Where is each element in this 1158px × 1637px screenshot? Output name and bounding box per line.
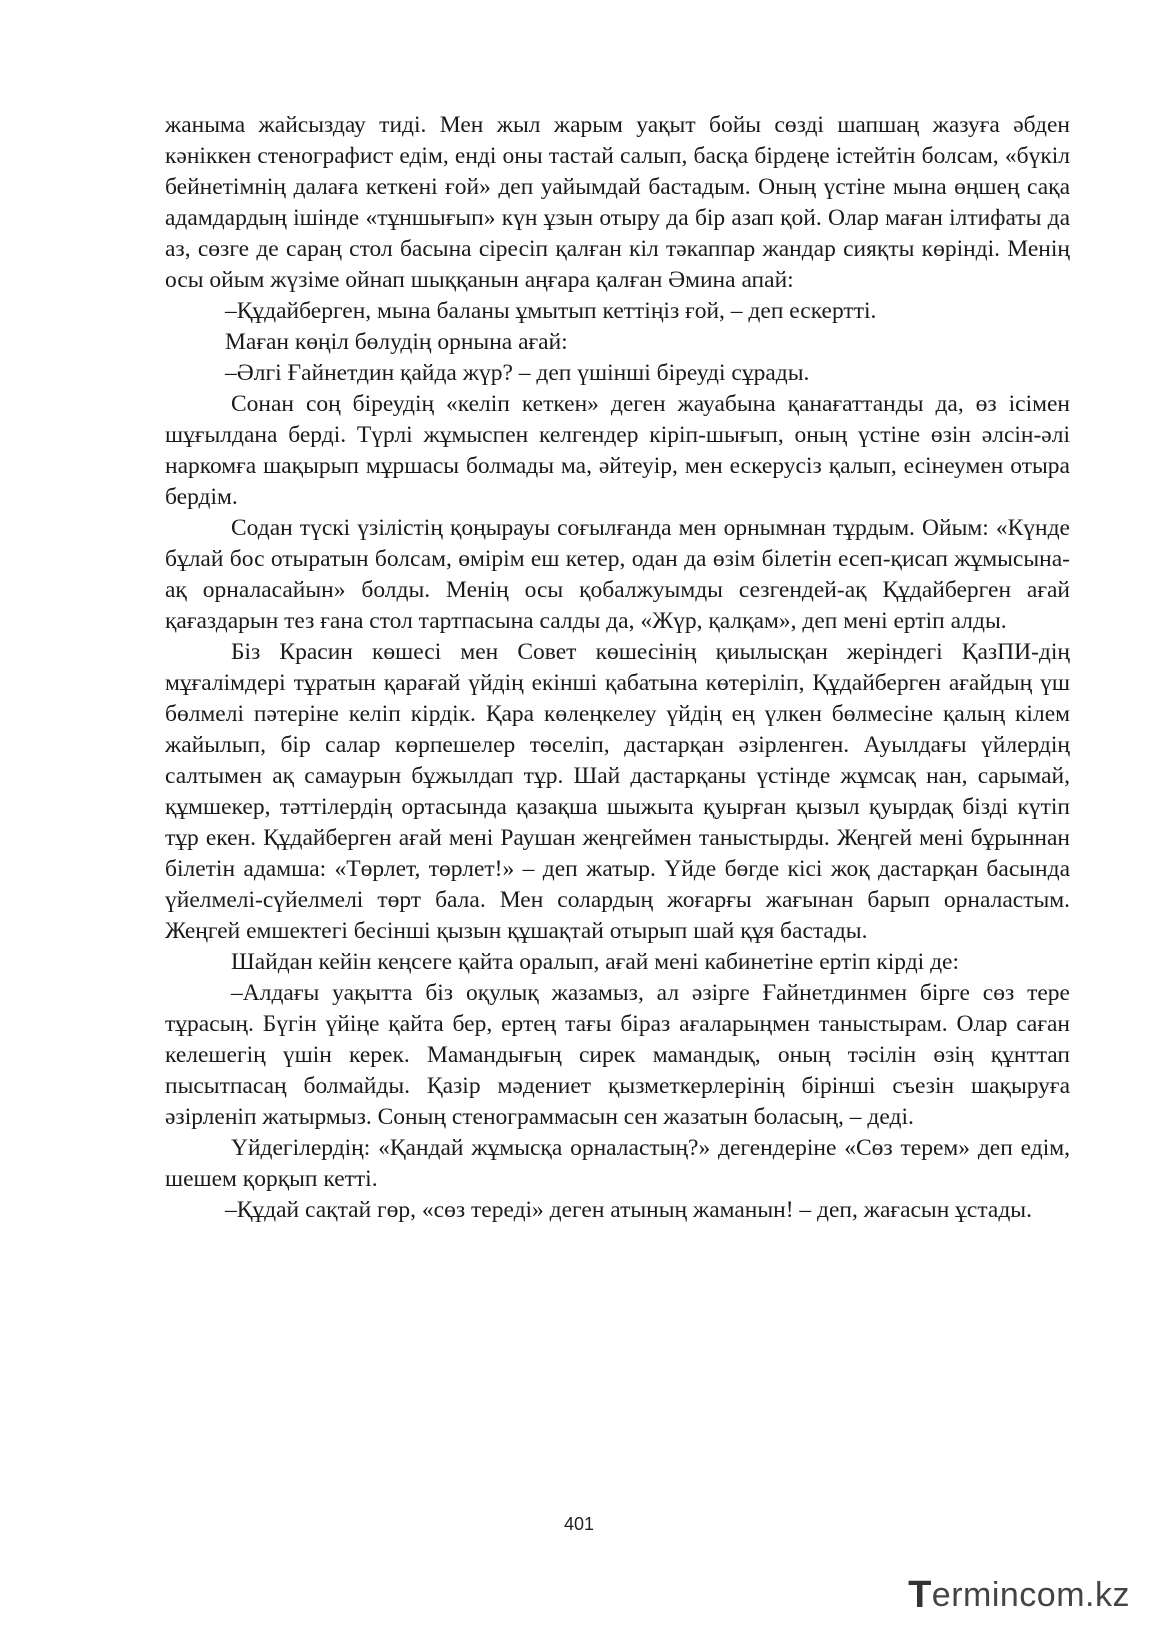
paragraph: Сонан соң біреудің «келіп кеткен» деген жауабына қанағаттанды да, өз ісімен шұғылдана берді. Түрлі жұмыспен келгендер кіріп-шығып, оның үстіне өзін әлсін-әлі наркомға шақырып мұршасы болмады ма, әйтеуір, мен ескерусіз қалып, есінеумен отыра бердім. (165, 391, 1070, 510)
paragraph: Шайдан кейін кеңсеге қайта оралып, ағай мені кабинетіне ертіп кірді де: (231, 949, 959, 975)
watermark-logo (908, 1573, 1130, 1617)
paragraph: –Алдағы уақытта біз оқулық жазамыз, ал әзірге Ғайнетдинмен бірге сөз тере тұрасың. Бүгін үйіңе қайта бер, ертең тағы біраз ағаларыңмен таныстырам. Олар саған келешегің үшін керек. Мамандығың сирек мамандық, оның тәсілін өзің құнттап пысытпасаң болмайды. Қазір мәдениет қызметкерлерінің бірінші съезін шақыруға әзірленіп жатырмыз. Соның стенограммасын сен жазатын боласың, – деді. (165, 980, 1070, 1130)
watermark-prefix: T (908, 1573, 932, 1616)
paragraph: Содан түскі үзілістің қоңырауы соғылғанда мен орнымнан тұрдым. Ойым: «Күнде бұлай бос отыратын болсам, өмірім еш кетер, одан да өзім білетін есеп-қисап жұмысына-ақ орналасайын» болды. Менің осы қобалжуымды сезгендей-ақ Құдайберген ағай қағаздарын тез ғана стол тартпасына салды да, «Жүр, қалқам», деп мені ертіп алды. (165, 515, 1070, 634)
paragraph: –Әлгі Ғайнетдин қайда жүр? – деп үшінші біреуді сұрады. (225, 360, 810, 386)
paragraph: жаныма жайсыздау тиді. Мен жыл жарым уақыт бойы сөзді шапшаң жазуға әбден кәніккен стенографист едім, енді оны тастай салып, басқа бірдеңе істейтін болсам, «бүкіл бейнетімнің далаға кеткені ғой» деп уайымдай бастадым. Оның үстіне мына өңшең сақа адамдардың ішінде «тұншығып» күн ұзын отыру да бір азап қой. Олар маған ілтифаты да аз, сөзге де сараң стол басына сіресіп қалған кіл тәкаппар жандар сияқты көрінді. Менің осы ойым жүзіме ойнап шыққанын аңғара қалған Әмина апай: (165, 112, 1070, 293)
paragraph: –Құдай сақтай гөр, «сөз тереді» деген атының жаманын! – деп, жағасын ұстады. (225, 1197, 1032, 1223)
paragraph: Біз Красин көшесі мен Совет көшесінің қиылысқан жеріндегі ҚазПИ-дің мұғалімдері тұратын қарағай үйдің екінші қабатына көтеріліп, Құдайберген ағайдың үш бөлмелі пәтеріне келіп кірдік. Қара көлеңкелеу үйдің ең үлкен бөлмесіне қалың кілем жайылып, бір салар көрпешелер төселіп, дастарқан әзірленген. Ауылдағы үйлердің салтымен ақ самаурын бұжылдап тұр. Шай дастарқаны үстінде жұмсақ нан, сарымай, құмшекер, тәттілердің ортасында қазақша шыжыта қуырған қызыл қуырдақ бізді күтіп тұр екен. Құдайберген ағай мені Раушан жеңгеймен таныстырды. Жеңгей мені бұрыннан білетін адамша: «Төрлет, төрлет!» – деп жатыр. Үйде бөгде кісі жоқ дастарқан басында үйелмелі-сүйелмелі төрт бала. Мен солардың жоғарғы жағынан барып орналастым. Жеңгей емшектегі бесінші қызын құшақтай отырып шай құя бастады. (165, 639, 1070, 944)
paragraph: –Құдайберген, мына баланы ұмытып кеттіңіз ғой, – деп ескертті. (225, 298, 877, 324)
paragraph: Маған көңіл бөлудің орнына ағай: (225, 329, 568, 355)
page-number: 401 (563, 1514, 595, 1534)
body-text (165, 110, 1070, 1226)
watermark-suffix: m.kz (1056, 1575, 1130, 1614)
paragraph: Үйдегілердің: «Қандай жұмысқа орналастың?» дегендеріне «Сөз терем» деп едім, шешем қорқып кетті. (165, 1135, 1070, 1192)
watermark-middle: ermincо (931, 1575, 1057, 1614)
